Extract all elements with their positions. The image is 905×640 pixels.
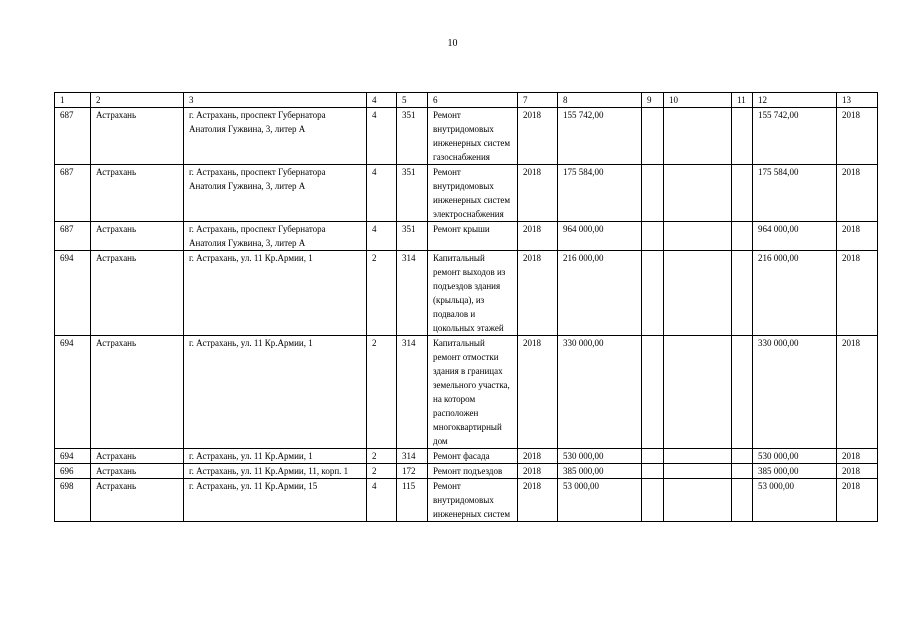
- cell-apartments: 314: [397, 449, 428, 464]
- cell-address: г. Астрахань, проспект Губернатора Анатолия Гужвина, 3, литер А: [184, 165, 367, 222]
- cell-row-id: 687: [55, 108, 91, 165]
- cell-address: г. Астрахань, ул. 11 Кр.Армии, 1: [184, 251, 367, 336]
- cell-amount-funded: 385 000,00: [753, 464, 837, 479]
- cell-amount-funded: 53 000,00: [753, 479, 837, 522]
- cell-year-start: 2018: [518, 165, 558, 222]
- cell-col11: [732, 464, 753, 479]
- cell-amount-total: 53 000,00: [558, 479, 642, 522]
- cell-col10: [664, 336, 732, 449]
- cell-row-id: 687: [55, 222, 91, 251]
- cell-amount-total: 385 000,00: [558, 464, 642, 479]
- cell-col9: [642, 165, 664, 222]
- column-header: 4: [367, 93, 397, 108]
- table-row: [55, 222, 878, 251]
- table-row: [55, 108, 878, 165]
- cell-amount-funded: 216 000,00: [753, 251, 837, 336]
- table-row: [55, 464, 878, 479]
- cell-city: Астрахань: [91, 251, 184, 336]
- cell-year-start: 2018: [518, 449, 558, 464]
- cell-year-end: 2018: [837, 222, 878, 251]
- cell-row-id: 698: [55, 479, 91, 522]
- cell-col11: [732, 251, 753, 336]
- cell-col9: [642, 464, 664, 479]
- column-header: 5: [397, 93, 428, 108]
- cell-work-type: Ремонт крыши: [428, 222, 518, 251]
- cell-col11: [732, 222, 753, 251]
- cell-address: г. Астрахань, проспект Губернатора Анатолия Гужвина, 3, литер А: [184, 108, 367, 165]
- cell-address: г. Астрахань, ул. 11 Кр.Армии, 11, корп. 1: [184, 464, 367, 479]
- cell-address: г. Астрахань, ул. 11 Кр.Армии, 15: [184, 479, 367, 522]
- column-header: 6: [428, 93, 518, 108]
- cell-year-end: 2018: [837, 165, 878, 222]
- cell-col10: [664, 222, 732, 251]
- cell-floors: 2: [367, 464, 397, 479]
- column-header: 3: [184, 93, 367, 108]
- cell-work-type: Капитальный ремонт отмостки здания в границах земельного участка, на котором расположен многоквартирный дом: [428, 336, 518, 449]
- cell-amount-total: 175 584,00: [558, 165, 642, 222]
- cell-col11: [732, 479, 753, 522]
- cell-amount-total: 155 742,00: [558, 108, 642, 165]
- cell-city: Астрахань: [91, 165, 184, 222]
- cell-col10: [664, 449, 732, 464]
- cell-amount-funded: 175 584,00: [753, 165, 837, 222]
- cell-amount-total: 964 000,00: [558, 222, 642, 251]
- cell-amount-total: 530 000,00: [558, 449, 642, 464]
- cell-col10: [664, 464, 732, 479]
- cell-year-end: 2018: [837, 449, 878, 464]
- cell-col10: [664, 165, 732, 222]
- column-header: 7: [518, 93, 558, 108]
- cell-floors: 2: [367, 449, 397, 464]
- cell-city: Астрахань: [91, 222, 184, 251]
- cell-col11: [732, 108, 753, 165]
- cell-work-type: Ремонт внутридомовых инженерных систем: [428, 479, 518, 522]
- cell-col10: [664, 251, 732, 336]
- cell-col11: [732, 336, 753, 449]
- cell-city: Астрахань: [91, 464, 184, 479]
- column-number-row: [55, 93, 878, 108]
- cell-amount-funded: 964 000,00: [753, 222, 837, 251]
- cell-city: Астрахань: [91, 336, 184, 449]
- column-header: 8: [558, 93, 642, 108]
- cell-city: Астрахань: [91, 479, 184, 522]
- column-header: 2: [91, 93, 184, 108]
- cell-row-id: 694: [55, 449, 91, 464]
- cell-work-type: Ремонт внутридомовых инженерных систем газоснабжения: [428, 108, 518, 165]
- cell-address: г. Астрахань, ул. 11 Кр.Армии, 1: [184, 336, 367, 449]
- cell-apartments: 115: [397, 479, 428, 522]
- cell-floors: 4: [367, 479, 397, 522]
- cell-amount-total: 330 000,00: [558, 336, 642, 449]
- cell-amount-total: 216 000,00: [558, 251, 642, 336]
- column-header: 13: [837, 93, 878, 108]
- cell-col10: [664, 108, 732, 165]
- column-header: 9: [642, 93, 664, 108]
- cell-col11: [732, 165, 753, 222]
- cell-col9: [642, 108, 664, 165]
- cell-apartments: 351: [397, 108, 428, 165]
- cell-col11: [732, 449, 753, 464]
- cell-amount-funded: 155 742,00: [753, 108, 837, 165]
- cell-year-end: 2018: [837, 108, 878, 165]
- cell-year-start: 2018: [518, 222, 558, 251]
- cell-city: Астрахань: [91, 449, 184, 464]
- cell-row-id: 687: [55, 165, 91, 222]
- cell-col9: [642, 251, 664, 336]
- table-row: [55, 479, 878, 522]
- column-header: 12: [753, 93, 837, 108]
- cell-year-start: 2018: [518, 464, 558, 479]
- table-row: [55, 165, 878, 222]
- column-header: 10: [664, 93, 732, 108]
- cell-year-start: 2018: [518, 479, 558, 522]
- cell-city: Астрахань: [91, 108, 184, 165]
- cell-col9: [642, 449, 664, 464]
- column-header: 1: [55, 93, 91, 108]
- cell-amount-funded: 530 000,00: [753, 449, 837, 464]
- cell-work-type: Ремонт внутридомовых инженерных систем электроснабжения: [428, 165, 518, 222]
- cell-apartments: 172: [397, 464, 428, 479]
- cell-year-start: 2018: [518, 251, 558, 336]
- cell-amount-funded: 330 000,00: [753, 336, 837, 449]
- cell-row-id: 696: [55, 464, 91, 479]
- cell-floors: 4: [367, 108, 397, 165]
- cell-floors: 2: [367, 336, 397, 449]
- cell-apartments: 314: [397, 251, 428, 336]
- capital-repair-table: [54, 92, 878, 522]
- cell-floors: 2: [367, 251, 397, 336]
- cell-year-start: 2018: [518, 108, 558, 165]
- cell-work-type: Ремонт подъездов: [428, 464, 518, 479]
- column-header: 11: [732, 93, 753, 108]
- table-row: [55, 251, 878, 336]
- cell-address: г. Астрахань, ул. 11 Кр.Армии, 1: [184, 449, 367, 464]
- cell-work-type: Ремонт фасада: [428, 449, 518, 464]
- cell-row-id: 694: [55, 336, 91, 449]
- cell-year-end: 2018: [837, 251, 878, 336]
- cell-year-start: 2018: [518, 336, 558, 449]
- cell-year-end: 2018: [837, 336, 878, 449]
- cell-col10: [664, 479, 732, 522]
- cell-address: г. Астрахань, проспект Губернатора Анатолия Гужвина, 3, литер А: [184, 222, 367, 251]
- table-row: [55, 336, 878, 449]
- page-number: 10: [447, 38, 458, 49]
- cell-work-type: Капитальный ремонт выходов из подъездов здания (крыльца), из подвалов и цокольных этажей: [428, 251, 518, 336]
- table-row: [55, 449, 878, 464]
- cell-col9: [642, 336, 664, 449]
- cell-apartments: 351: [397, 222, 428, 251]
- cell-floors: 4: [367, 222, 397, 251]
- cell-floors: 4: [367, 165, 397, 222]
- cell-col9: [642, 479, 664, 522]
- cell-year-end: 2018: [837, 479, 878, 522]
- cell-col9: [642, 222, 664, 251]
- cell-apartments: 351: [397, 165, 428, 222]
- cell-row-id: 694: [55, 251, 91, 336]
- cell-year-end: 2018: [837, 464, 878, 479]
- cell-apartments: 314: [397, 336, 428, 449]
